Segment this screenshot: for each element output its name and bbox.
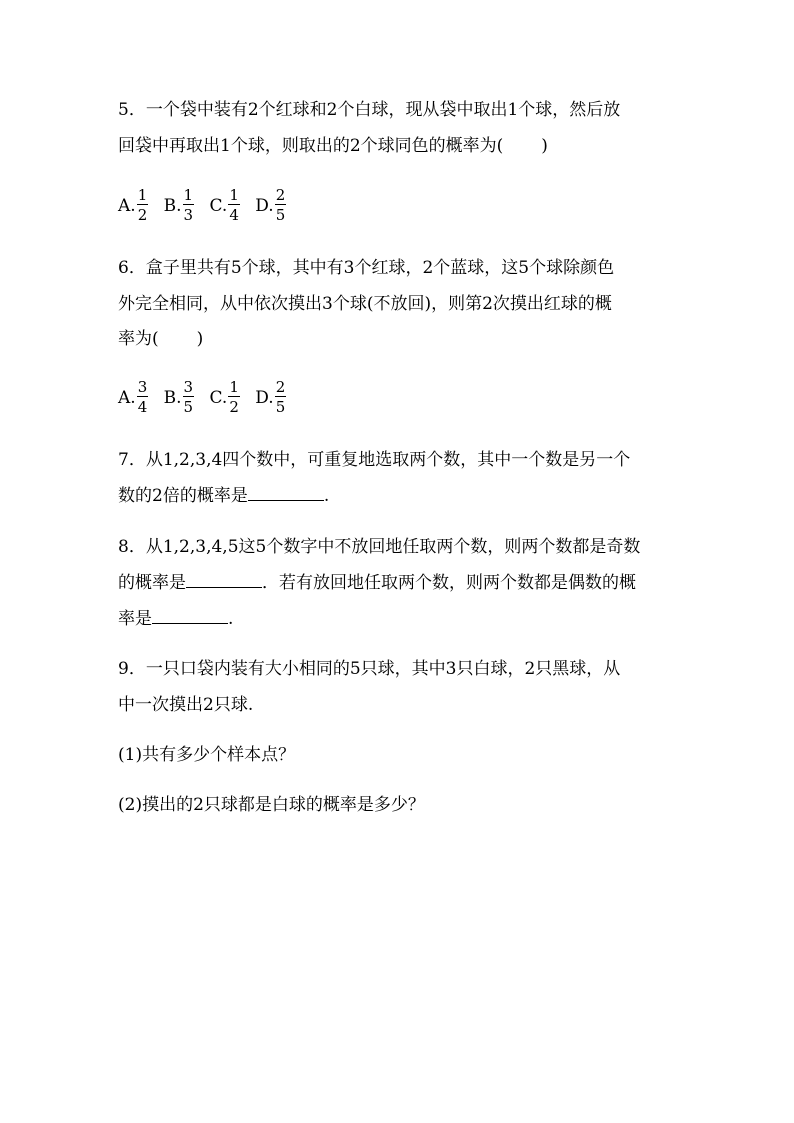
q5-stem-text: 回袋中再取出1个球，则取出的2个球同色的概率为( (118, 136, 504, 156)
q6-option-d (255, 378, 286, 417)
option-letter: B. (163, 195, 182, 216)
q5-option-b (164, 186, 194, 225)
option-letter: C. (209, 195, 228, 216)
q6-paren-close: ) (196, 329, 204, 349)
q5-paren-close: ) (541, 136, 548, 156)
option-letter: A. (118, 387, 136, 408)
q7-line-2 (118, 486, 329, 506)
q8-stem-text-2: ．若有放回地任取两个数，则两个数都是偶数的概 (262, 573, 636, 593)
option-letter: C. (209, 387, 228, 408)
q6-line-1: 6．盒子里共有5个球，其中有3个红球，2个蓝球，这5个球除颜色 (118, 258, 615, 278)
numerator: 2 (275, 378, 286, 396)
denominator: 5 (275, 398, 286, 416)
denominator: 3 (183, 206, 194, 224)
numerator: 3 (137, 378, 148, 396)
q8-line-1: 8．从1,2,3,4,5这5个数字中不放回地任取两个数，则两个数都是奇数 (118, 537, 641, 557)
denominator: 5 (183, 398, 194, 416)
q6-option-c (210, 378, 240, 417)
denominator: 4 (137, 398, 148, 416)
q8-line-2 (118, 573, 636, 593)
q9-line-1: 9．一只口袋内装有大小相同的5只球，其中3只白球，2只黑球，从 (118, 659, 621, 679)
q7-answer-blank[interactable] (248, 486, 324, 501)
q6-option-b (164, 378, 194, 417)
q5-options (118, 186, 296, 230)
q5-option-a (118, 186, 148, 225)
q9-subquestion-2: (2)摸出的2只球都是白球的概率是多少？ (118, 795, 425, 815)
q9-subquestion-1: (1)共有多少个样本点？ (118, 745, 296, 765)
q6-options (118, 378, 296, 422)
denominator: 2 (229, 398, 239, 416)
q8-stem-text-3: 率是 (118, 609, 152, 629)
q8-answer-blank-1[interactable] (186, 573, 262, 588)
fraction (137, 186, 149, 225)
q6-line-3 (118, 329, 203, 349)
q8-stem-text: 的概率是 (118, 573, 186, 593)
fraction (228, 378, 240, 417)
fraction (183, 186, 195, 225)
q7-stem-text: 数的2倍的概率是 (118, 486, 248, 506)
numerator: 2 (275, 186, 286, 204)
option-letter: D. (255, 387, 274, 408)
fraction (228, 186, 240, 225)
denominator: 5 (275, 206, 286, 224)
fraction (137, 378, 149, 417)
numerator: 1 (229, 186, 239, 204)
numerator: 1 (229, 378, 239, 396)
q5-line-2 (118, 136, 548, 156)
q8-period: . (228, 609, 234, 629)
numerator: 3 (183, 378, 194, 396)
option-letter: B. (163, 387, 182, 408)
option-letter: D. (255, 195, 274, 216)
numerator: 1 (183, 186, 194, 204)
q7-line-1: 7．从1,2,3,4四个数中，可重复地选取两个数，其中一个数是另一个 (118, 450, 631, 470)
q5-option-d (255, 186, 286, 225)
q5-option-c (210, 186, 240, 225)
denominator: 2 (137, 206, 148, 224)
fraction (275, 186, 287, 225)
q6-line-2: 外完全相同，从中依次摸出3个球(不放回)，则第2次摸出红球的概 (118, 294, 612, 314)
q7-period: . (323, 486, 330, 506)
q9-line-2: 中一次摸出2只球. (118, 695, 254, 715)
q8-answer-blank-2[interactable] (152, 609, 228, 624)
denominator: 4 (229, 206, 239, 224)
q6-stem-text: 率为( (118, 329, 159, 349)
option-letter: A. (118, 195, 136, 216)
q8-line-3 (118, 609, 233, 629)
fraction (183, 378, 195, 417)
fraction (275, 378, 287, 417)
q6-option-a (118, 378, 148, 417)
q5-line-1: 5．一个袋中装有2个红球和2个白球，现从袋中取出1个球，然后放 (118, 100, 621, 120)
numerator: 1 (137, 186, 148, 204)
